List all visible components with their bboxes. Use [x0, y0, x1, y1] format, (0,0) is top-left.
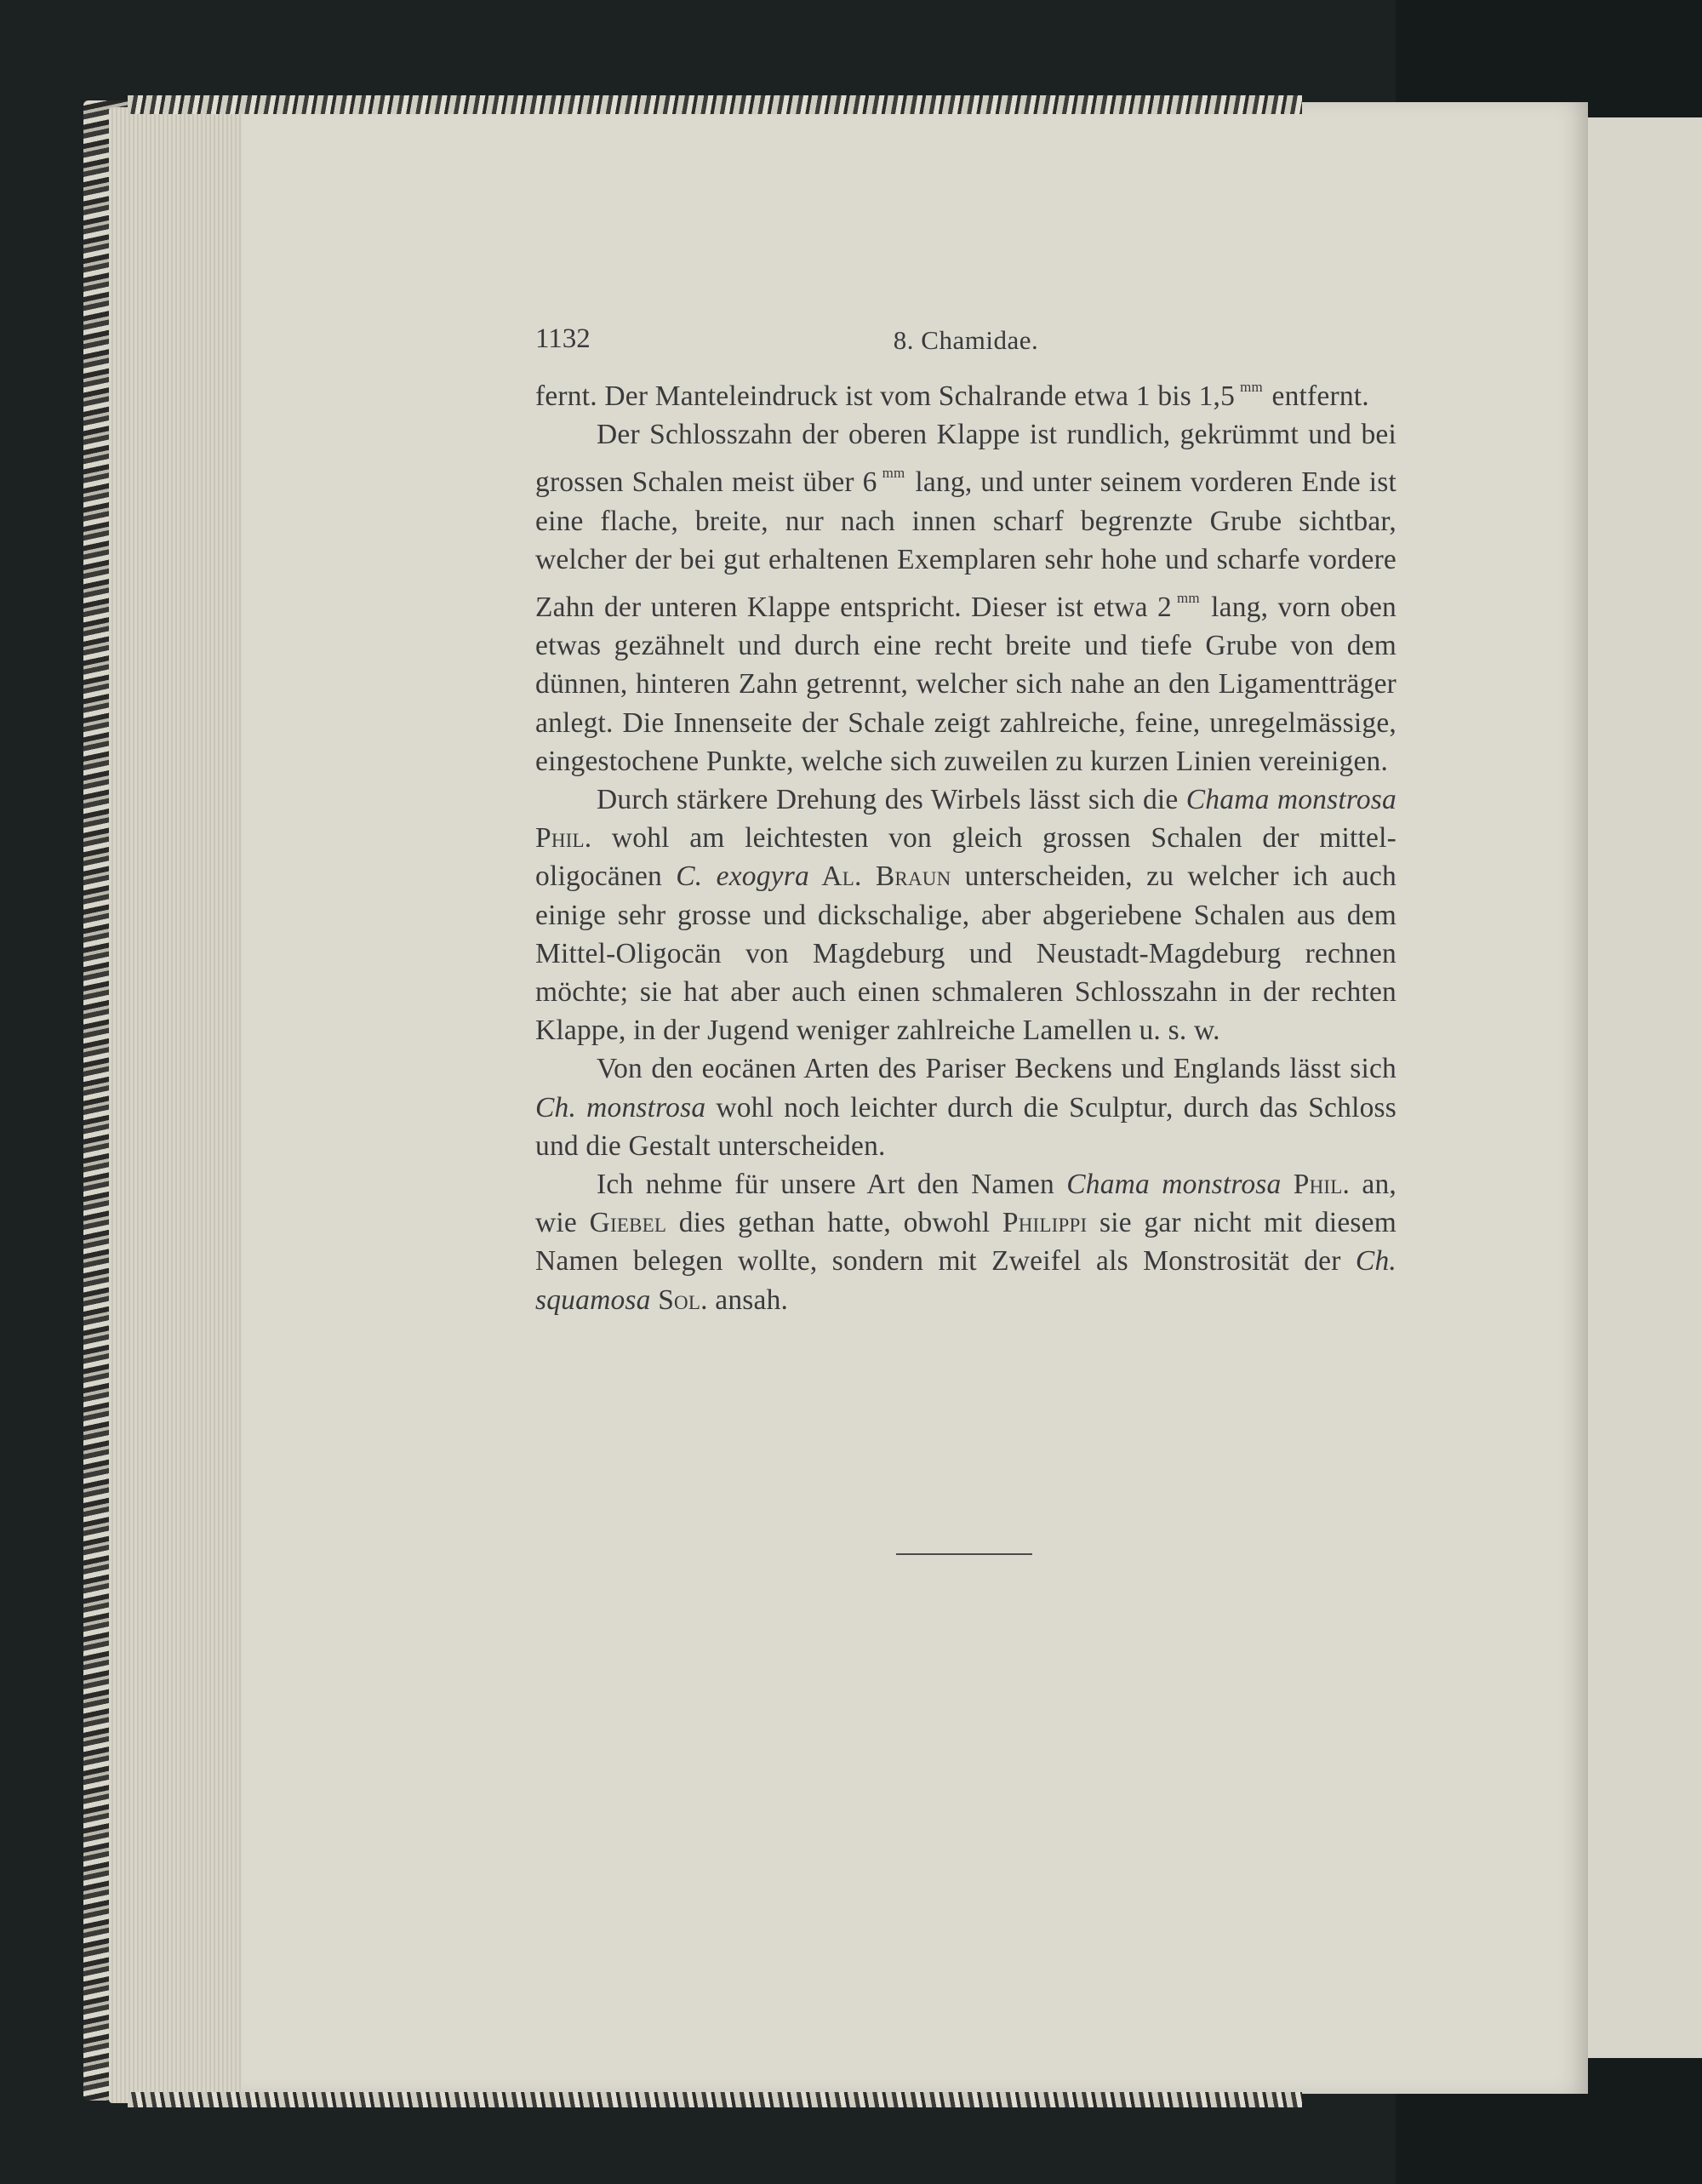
unit-superscript: mm [1176, 590, 1200, 607]
adjacent-page [1576, 117, 1702, 2058]
species-name: C. exogyra [676, 860, 809, 893]
paragraph-3 [535, 780, 1396, 1049]
text-run: an, wie [535, 1169, 1397, 1239]
text-run: wohl noch leichter durch die Sculptur, durch das Schloss und die Gestalt unterscheiden. [535, 1091, 1396, 1162]
author-name: Al. Braun [808, 860, 951, 893]
species-name: Ch. squamosa [535, 1245, 1396, 1316]
author-name: Sol. [650, 1284, 708, 1316]
text-run: Durch stärkere Drehung des Wirbels lässt sich die [597, 784, 1186, 816]
section-title: 8. Chamidae. [893, 325, 1039, 355]
page-stack-edge [109, 107, 254, 2103]
text-run: Ich nehme für unsere Art den Namen [597, 1169, 1067, 1201]
paragraph-1 [535, 368, 1396, 415]
author-name: Philippi [1002, 1207, 1088, 1239]
unit-superscript: mm [882, 465, 905, 482]
text-run: unterscheiden, zu welcher ich auch einige sehr grosse und dickschalige, aber abgeriebene Schalen aus dem Mittel-Oligocän von Magdeburg und Neustadt-Magdeburg rechnen möchte; sie hat aber auch einen schmaleren Schlosszahn in der rechten Klappe, in der Jugend weniger zahlreiche Lamellen u. s. w. [535, 860, 1396, 1047]
paragraph-5 [535, 1165, 1396, 1319]
paragraph-2 [535, 415, 1396, 780]
text-run: Der Schlosszahn der oberen Klappe ist rundlich, gekrümmt und bei grossen Schalen meist über 6 [535, 419, 1396, 499]
top-edge-marbling [128, 95, 1302, 114]
bottom-edge-marbling [128, 2092, 1302, 2107]
running-head [535, 317, 1396, 368]
page-number: 1132 [535, 323, 591, 354]
text-run: entfernt. [1264, 380, 1369, 412]
species-name: Ch. monstrosa [535, 1091, 706, 1123]
species-name: Chama monstrosa [1185, 784, 1396, 816]
paragraph-4 [535, 1049, 1396, 1165]
species-name: Chama monstrosa [1066, 1169, 1282, 1201]
text-run: lang, vorn oben etwas gezähnelt und durch eine recht breite und tiefe Grube von dem dünnen, hinteren Zahn getrennt, welcher sich nahe an den Ligamentträger anlegt. Die Innenseite der Schale zeigt zahlreiche, feine, unregelmässige, eingestochene Punkte, welche sich zuweilen zu kurzen Linien vereinigen. [535, 592, 1396, 777]
text-run: lang, und unter seinem vorderen Ende ist eine flache, breite, nur nach innen scharf begrenzte Grube sichtbar, welcher der bei gut erhaltenen Exemplaren sehr hohe und scharfe vordere Zahn der unteren Klappe entspricht. Dieser ist etwa 2 [535, 466, 1396, 624]
text-run: Von den eocänen Arten des Pariser Beckens und Englands lässt sich [597, 1053, 1396, 1085]
author-name: Phil. [1281, 1169, 1351, 1201]
author-name: Giebel [589, 1207, 667, 1239]
unit-superscript: mm [1240, 379, 1263, 395]
body-text [535, 368, 1396, 1319]
author-name: Phil. [535, 822, 592, 855]
text-run: sie gar nicht mit diesem Namen belegen wollte, sondern mit Zweifel als Monstrosität der [535, 1207, 1396, 1278]
text-run: ansah. [707, 1284, 789, 1316]
page-content [535, 317, 1396, 1319]
text-run: wohl am leichtesten von gleich grossen Schalen der mittel-oligocänen [535, 822, 1396, 893]
text-run: fernt. Der Manteleindruck ist vom Schalrande etwa 1 bis 1,5 [535, 380, 1236, 412]
section-end-rule [896, 1553, 1032, 1555]
text-run: dies gethan hatte, obwohl [666, 1207, 1002, 1239]
